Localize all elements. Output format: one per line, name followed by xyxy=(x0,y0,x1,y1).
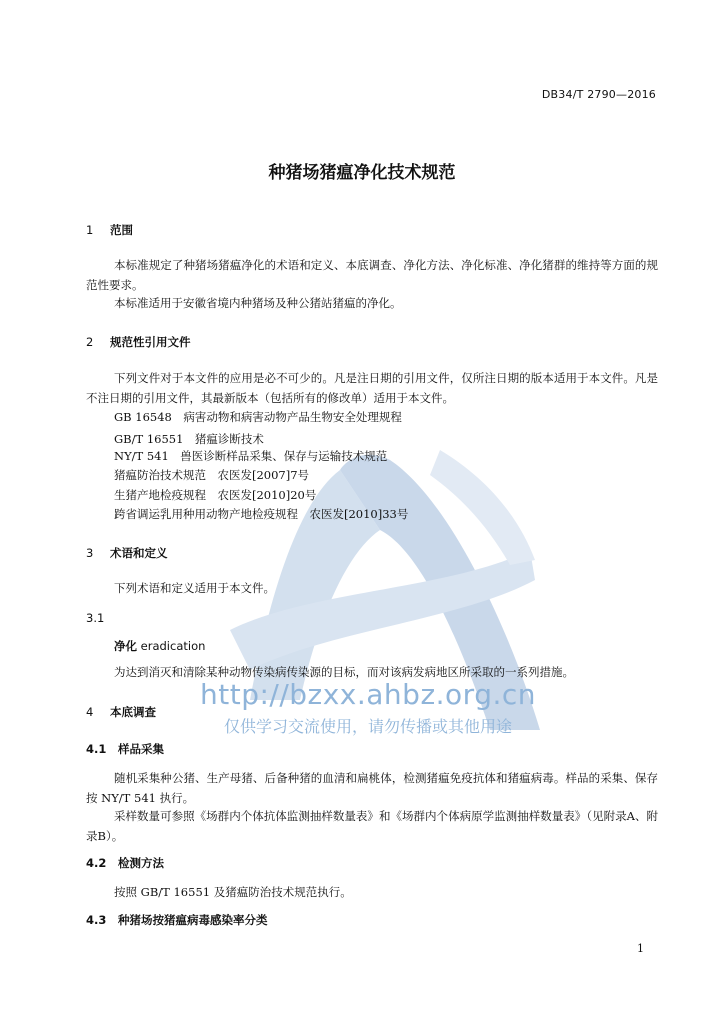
term-entry xyxy=(114,638,205,654)
subsection-4-1-paragraph-1: 随机采集种公猪、生产母猪、后备种猪的血清和扁桃体，检测猪瘟免疫抗体和猪瘟病毒。样品的采集、保存按 NY/T 541 执行。 xyxy=(86,771,658,805)
section-title: 本底调查 xyxy=(110,705,157,719)
subsection-number: 4.1 xyxy=(86,742,107,756)
reference-item: 猪瘟防治技术规范 农医发[2007]7号 xyxy=(114,468,310,482)
subsection-3-1-number: 3.1 xyxy=(86,611,105,625)
section-1-heading xyxy=(86,222,133,238)
section-title: 范围 xyxy=(110,223,134,237)
term-chinese: 净化 xyxy=(114,639,137,653)
subsection-title: 检测方法 xyxy=(118,856,165,870)
watermark-url: http://bzxx.ahbz.org.cn xyxy=(199,678,537,711)
subsection-4-2-paragraph: 按照 GB/T 16551 及猪瘟防治技术规范执行。 xyxy=(114,885,352,899)
subsection-4-1-paragraph-2: 采样数量可参照《场群内个体抗体监测抽样数量表》和《场群内个体病原学监测抽样数量表》（见附录A、附录B）。 xyxy=(86,809,658,843)
standard-number: DB34/T 2790—2016 xyxy=(541,88,656,101)
section-2-heading xyxy=(86,334,191,350)
subsection-title: 样品采集 xyxy=(118,742,165,756)
subsection-title: 种猪场按猪瘟病毒感染率分类 xyxy=(118,913,268,927)
section-title: 规范性引用文件 xyxy=(110,335,191,349)
section-number: 1 xyxy=(86,223,94,237)
section-3-intro: 下列术语和定义适用于本文件。 xyxy=(114,581,275,595)
reference-item: GB 16548 病害动物和病害动物产品生物安全处理规程 xyxy=(114,410,402,424)
subsection-4-2-heading xyxy=(86,855,164,871)
section-number: 2 xyxy=(86,335,94,349)
document-title: 种猪场猪瘟净化技术规范 xyxy=(268,163,456,183)
reference-item: GB/T 16551 猪瘟诊断技术 xyxy=(114,432,264,446)
watermark-note: 仅供学习交流使用，请勿传播或其他用途 xyxy=(223,717,512,736)
section-4-heading xyxy=(86,704,156,720)
section-3-heading xyxy=(86,545,168,561)
section-2-intro: 下列文件对于本文件的应用是必不可少的。凡是注日期的引用文件，仅所注日期的版本适用于本文件。凡是不注日期的引用文件，其最新版本（包括所有的修改单）适用于本文件。 xyxy=(86,371,658,405)
section-1-paragraph-1: 本标准规定了种猪场猪瘟净化的术语和定义、本底调查、净化方法、净化标准、净化猪群的维持等方面的规范性要求。 xyxy=(86,258,658,292)
reference-item: 生猪产地检疫规程 农医发[2010]20号 xyxy=(114,488,317,502)
subsection-number: 4.3 xyxy=(86,913,107,927)
section-number: 4 xyxy=(86,705,94,719)
term-definition: 为达到消灭和清除某种动物传染病传染源的目标，而对该病发病地区所采取的一系列措施。 xyxy=(114,665,574,679)
section-title: 术语和定义 xyxy=(110,546,168,560)
page-number: 1 xyxy=(637,942,644,955)
subsection-4-1-heading xyxy=(86,741,164,757)
section-1-paragraph-2: 本标准适用于安徽省境内种猪场及种公猪站猪瘟的净化。 xyxy=(114,296,402,310)
term-english: eradication xyxy=(140,639,206,653)
subsection-number: 4.2 xyxy=(86,856,107,870)
reference-item: NY/T 541 兽医诊断样品采集、保存与运输技术规范 xyxy=(114,449,388,463)
section-number: 3 xyxy=(86,546,94,560)
reference-item: 跨省调运乳用种用动物产地检疫规程 农医发[2010]33号 xyxy=(114,507,409,521)
subsection-4-3-heading xyxy=(86,912,268,928)
